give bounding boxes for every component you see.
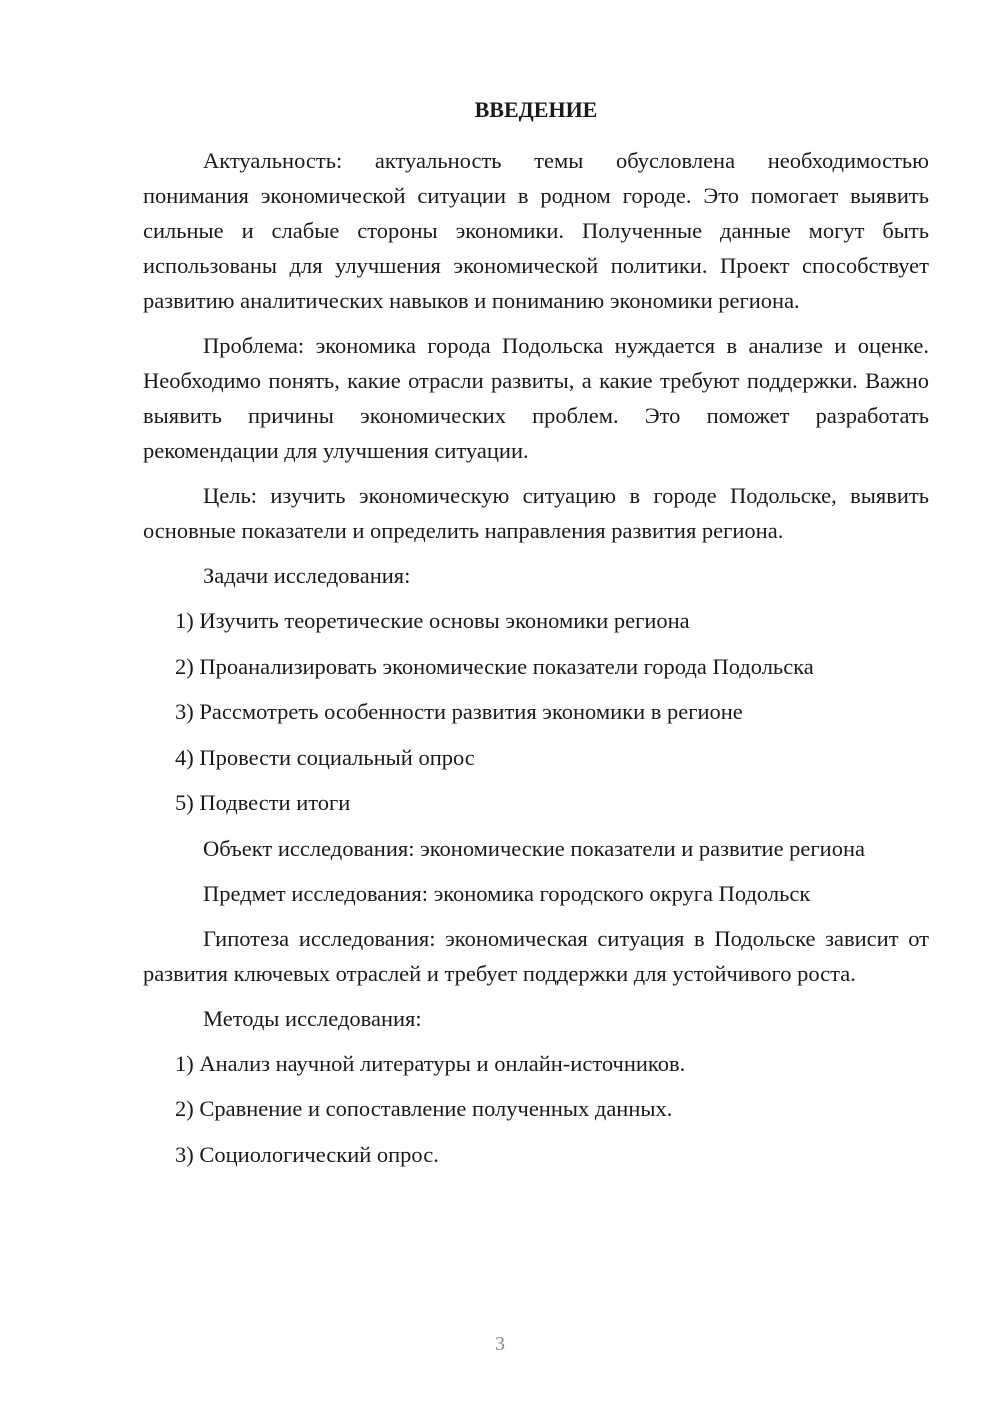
goal-paragraph: Цель: изучить экономическую ситуацию в городе Подольске, выявить основные показатели и определить направления развития региона. — [143, 483, 929, 543]
list-item: 1) Анализ научной литературы и онлайн-источников. — [175, 1050, 686, 1076]
tasks-heading: Задачи исследования: — [203, 563, 411, 588]
list-item: 4) Провести социальный опрос — [175, 744, 475, 770]
problem-paragraph: Проблема: экономика города Подольска нуждается в анализе и оценке. Необходимо понять, какие отрасли развиты, а какие требуют поддержки. Важно выявить причины экономических проблем. Это поможет разработать рекомендации для улучшения ситуации. — [143, 333, 929, 463]
document-page — [143, 92, 929, 1182]
list-item: 3) Социологический опрос. — [175, 1141, 439, 1167]
methods-list — [143, 1046, 929, 1172]
list-item: 3) Рассмотреть особенности развития экономики в регионе — [175, 699, 743, 724]
page-number: 3 — [495, 1333, 505, 1355]
list-item: 5) Подвести итоги — [175, 790, 351, 815]
methods-heading: Методы исследования: — [203, 1005, 422, 1031]
list-item: 1) Изучить теоретические основы экономики региона — [175, 608, 690, 633]
list-item: 2) Сравнение и сопоставление полученных данных. — [175, 1096, 673, 1121]
section-title: ВВЕДЕНИЕ — [474, 97, 598, 122]
relevance-paragraph: Актуальность: актуальность темы обусловлена необходимостью понимания экономической ситуации в родном городе. Это помогает выявить сильные и слабые стороны экономики. Полученные данные могут быть использованы для улучшения экономической политики. Проект способствует развитию аналитических навыков и пониманию экономики региона. — [143, 148, 929, 313]
list-item: 2) Проанализировать экономические показатели города Подольска — [175, 653, 814, 679]
subject-paragraph: Предмет исследования: экономика городского округа Подольск — [203, 880, 811, 906]
tasks-list — [143, 603, 929, 820]
object-paragraph: Объект исследования: экономические показатели и развитие региона — [203, 835, 865, 861]
hypothesis-paragraph: Гипотеза исследования: экономическая ситуация в Подольске зависит от развития ключевых отраслей и требует поддержки для устойчивого роста. — [143, 925, 929, 986]
